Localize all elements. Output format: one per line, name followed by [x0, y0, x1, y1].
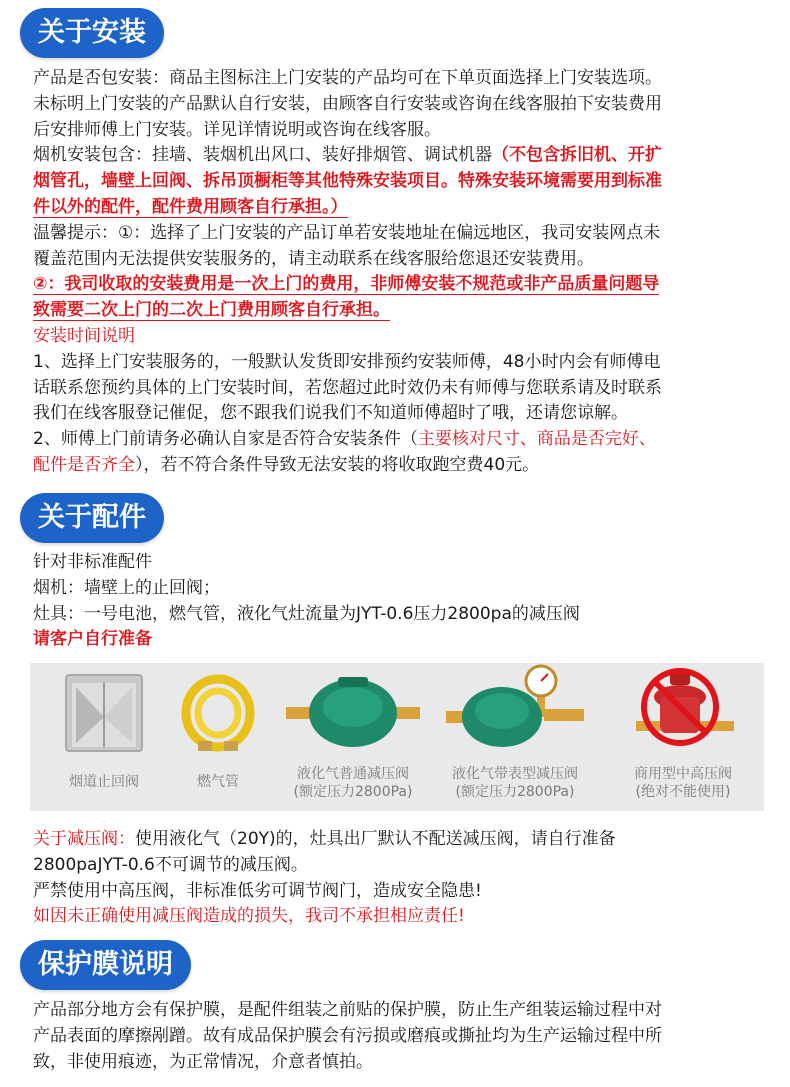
- install-tip-line: 温馨提示：①：选择了上门安装的产品订单若安装地址在偏远地区，我司安装网点未: [33, 222, 661, 243]
- standard-regulator-rating: (额定压力2800Pa): [293, 784, 413, 800]
- install-line: 后安排师傅上门安装。详见详情说明或咨询在线客服。: [33, 119, 441, 140]
- parts-line: 针对非标准配件: [33, 552, 152, 572]
- gauge-regulator-item: [440, 663, 590, 811]
- standard-regulator-item: [278, 663, 428, 811]
- install-condition-line: [33, 427, 768, 453]
- install-condition-text: 2、师傅上门前请务必确认自家是否符合安装条件（: [33, 429, 418, 450]
- standard-regulator-caption: 液化气普通减压阀: [297, 766, 409, 782]
- parts-image-strip: [30, 663, 764, 811]
- section-heading-install: 关于安装: [20, 8, 164, 58]
- high-pressure-valve-caption: 商用型中高压阀: [634, 766, 732, 782]
- install-condition-highlight: 配件是否齐全: [33, 454, 135, 475]
- install-fee-warning: [33, 298, 768, 324]
- high-pressure-valve-warning: (绝对不能使用): [635, 784, 731, 800]
- regulator-note-line: [33, 827, 768, 853]
- install-exclusion-text: （不包含拆旧机、开扩: [492, 145, 662, 166]
- install-time-line: 我们在线客服登记催促，您不跟我们说我们不知道师傅超时了哦，还请您谅解。: [33, 403, 628, 424]
- install-fee-warning: [33, 272, 768, 298]
- install-time-subheading: 安装时间说明: [33, 325, 135, 346]
- parts-body: [33, 550, 768, 653]
- gas-hose-caption: 燃气管: [197, 774, 239, 790]
- check-valve-caption: 烟道止回阀: [69, 774, 139, 790]
- install-condition-highlight: 主要核对尺寸、商品是否完好、: [417, 429, 656, 450]
- regulator-ban-line: 严禁使用中高压阀，非标准低劣可调节阀门，造成安全隐患!: [33, 880, 482, 901]
- regulator-note-line: 2800paJYT-0.6不可调节的减压阀。: [33, 854, 308, 875]
- gas-hose-item: [168, 663, 268, 811]
- gas-hose-icon: [168, 663, 268, 773]
- parts-prepare-note: 请客户自行准备: [33, 629, 152, 650]
- install-exclusion-text: 件以外的配件，配件费用顾客自行承担。）: [33, 196, 348, 217]
- install-line: 产品是否包安装：商品主图标注上门安装的产品均可在下单页面选择上门安装选项。: [33, 68, 662, 88]
- install-time-line: 话联系您预约具体的上门安装时间，若您超过此时效仍未有师傅与您联系请及时联系: [33, 377, 662, 398]
- film-line: 产品表面的摩擦剐蹭。故有成品保护膜会有污损或磨痕或撕扯均为生产运输过程中所: [33, 1025, 662, 1046]
- section-heading-parts: 关于配件: [20, 493, 164, 543]
- fee-warning-text: 致需要二次上门的二次上门费用顾客自行承担。: [33, 300, 390, 321]
- regulator-icon: [278, 663, 428, 763]
- install-scope-line: [33, 143, 768, 169]
- film-body: [33, 998, 768, 1075]
- gauge-regulator-caption: 液化气带表型减压阀: [452, 766, 578, 782]
- install-exclusion-line: 烟管孔，墙壁上回阀、拆吊顶橱柜等其他特殊安装项目。特殊安装环境需要用到标准: [33, 171, 662, 192]
- regulator-note-label: 关于减压阀：: [33, 829, 135, 849]
- regulator-notes: [33, 827, 768, 930]
- install-scope-text: 烟机安装包含：挂墙、装烟机出风口、装好排烟管、调试机器: [33, 145, 492, 166]
- install-condition-line: [33, 453, 768, 479]
- install-tip-line: 覆盖范围内无法提供安装服务的，请主动联系在线客服给您退还安装费用。: [33, 248, 594, 269]
- section-heading-film: 保护膜说明: [20, 940, 191, 990]
- prohibited-icon: [608, 663, 758, 763]
- high-pressure-valve-item: [608, 663, 758, 811]
- install-line: 未标明上门安装的产品默认自行安装，由顾客自行安装或咨询在线客服拍下安装费用: [33, 93, 662, 114]
- gauge-regulator-icon: [440, 663, 590, 763]
- install-time-line: 1、选择上门安装服务的，一般默认发货即安排预约安装师傅，48小时内会有师傅电: [33, 351, 661, 372]
- parts-line: 烟机：墙壁上的止回阀；: [33, 577, 220, 598]
- film-line: 致，非使用痕迹，为正常情况，介意者慎拍。: [33, 1051, 373, 1072]
- regulator-note-text: 使用液化气（20Y)的，灶具出厂默认不配送减压阀，请自行准备: [135, 829, 616, 849]
- film-line: 产品部分地方会有保护膜，是配件组装之前贴的保护膜，防止生产组装运输过程中对: [33, 1000, 662, 1020]
- check-valve-item: [44, 663, 164, 811]
- regulator-liability-line: 如因未正确使用减压阀造成的损失，我司不承担相应责任!: [33, 906, 465, 927]
- gauge-regulator-rating: (额定压力2800Pa): [455, 784, 575, 800]
- install-condition-text: ），若不符合条件导致无法安装的将收取跑空费40元。: [135, 454, 540, 475]
- parts-line: 灶具：一号电池，燃气管，液化气灶流量为JYT-0.6压力2800pa的减压阀: [33, 603, 580, 624]
- fee-warning-text: ②：我司收取的安装费用是一次上门的费用，非师傅安装不规范或非产品质量问题导: [33, 274, 660, 295]
- check-valve-icon: [44, 663, 164, 773]
- install-body: [33, 66, 768, 479]
- install-exclusion-line-end: [33, 195, 768, 221]
